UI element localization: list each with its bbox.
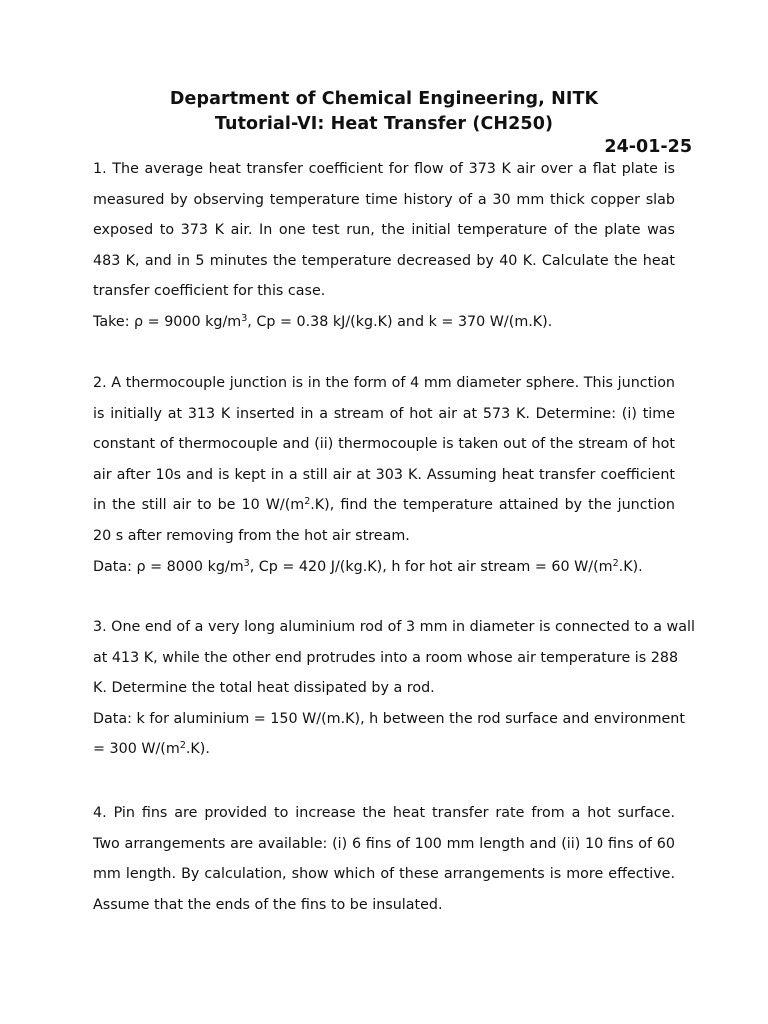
question-1-line: transfer coefficient for this case.	[93, 283, 326, 300]
question-2-data	[93, 552, 675, 583]
question-3-data: Data: k for aluminium = 150 W/(m.K), h between the rod surface and environment	[93, 710, 685, 727]
superscript: 3	[241, 312, 248, 324]
question-2-line: constant of thermocouple and (ii) thermocouple is taken out of the stream of hot	[93, 436, 675, 453]
data-text: , Cp = 0.38 kJ/(kg.K) and k = 370 W/(m.K).	[247, 313, 553, 330]
question-4	[93, 798, 675, 920]
data-text: = 300 W/(m	[93, 741, 180, 758]
question-2-line: air after 10s and is kept in a still air at 303 K. Assuming heat transfer coefficient	[93, 466, 675, 483]
superscript: 3	[243, 557, 250, 569]
question-2	[93, 368, 675, 582]
question-4-line: mm length. By calculation, show which of these arrangements is more effective.	[93, 866, 675, 883]
question-1-data	[93, 307, 675, 338]
question-1-line: exposed to 373 K air. In one test run, the initial temperature of the plate was	[93, 222, 675, 239]
question-4-line: 4. Pin fins are provided to increase the heat transfer rate from a hot surface.	[93, 805, 675, 821]
data-text: , Cp = 420 J/(kg.K), h for hot air stream = 60 W/(m	[249, 558, 613, 575]
data-text: Data: ρ = 8000 kg/m	[93, 558, 244, 575]
superscript: 2	[612, 557, 619, 569]
question-2-line: 20 s after removing from the hot air stream.	[93, 527, 410, 544]
data-text: .K).	[185, 741, 210, 758]
question-3-line: at 413 K, while the other end protrudes into a room whose air temperature is 288	[93, 649, 679, 666]
question-3	[93, 612, 695, 765]
line-text: .K), find the temperature attained by the junction	[310, 497, 675, 514]
question-1	[93, 154, 675, 338]
question-2-line: 2. A thermocouple junction is in the form of 4 mm diameter sphere. This junction	[93, 375, 675, 391]
tutorial-heading: Tutorial-VI: Heat Transfer (CH250)	[214, 114, 554, 134]
question-3-line: 3. One end of a very long aluminium rod of 3 mm in diameter is connected to a wall	[93, 619, 695, 635]
superscript: 2	[179, 740, 186, 752]
question-3-data	[93, 734, 675, 765]
question-3-line: K. Determine the total heat dissipated by a rod.	[93, 680, 435, 697]
data-text: Take: ρ = 9000 kg/m	[93, 313, 242, 330]
department-heading: Department of Chemical Engineering, NITK	[169, 89, 599, 109]
question-2-line	[93, 490, 675, 521]
question-1-line: measured by observing temperature time history of a 30 mm thick copper slab	[93, 191, 675, 208]
question-4-line: Assume that the ends of the fins to be insulated.	[93, 896, 443, 913]
question-4-line: Two arrangements are available: (i) 6 fins of 100 mm length and (ii) 10 fins of 60	[93, 835, 675, 852]
data-text: .K).	[618, 558, 643, 575]
date-label: 24-01-25	[604, 137, 692, 157]
question-1-line: 1. The average heat transfer coefficient for flow of 373 K air over a flat plate is	[93, 161, 675, 177]
superscript: 2	[304, 496, 311, 508]
question-2-line: is initially at 313 K inserted in a stream of hot air at 573 K. Determine: (i) time	[93, 405, 675, 422]
question-1-line: 483 K, and in 5 minutes the temperature decreased by 40 K. Calculate the heat	[93, 252, 675, 269]
line-text: in the still air to be 10 W/(m	[93, 497, 305, 514]
